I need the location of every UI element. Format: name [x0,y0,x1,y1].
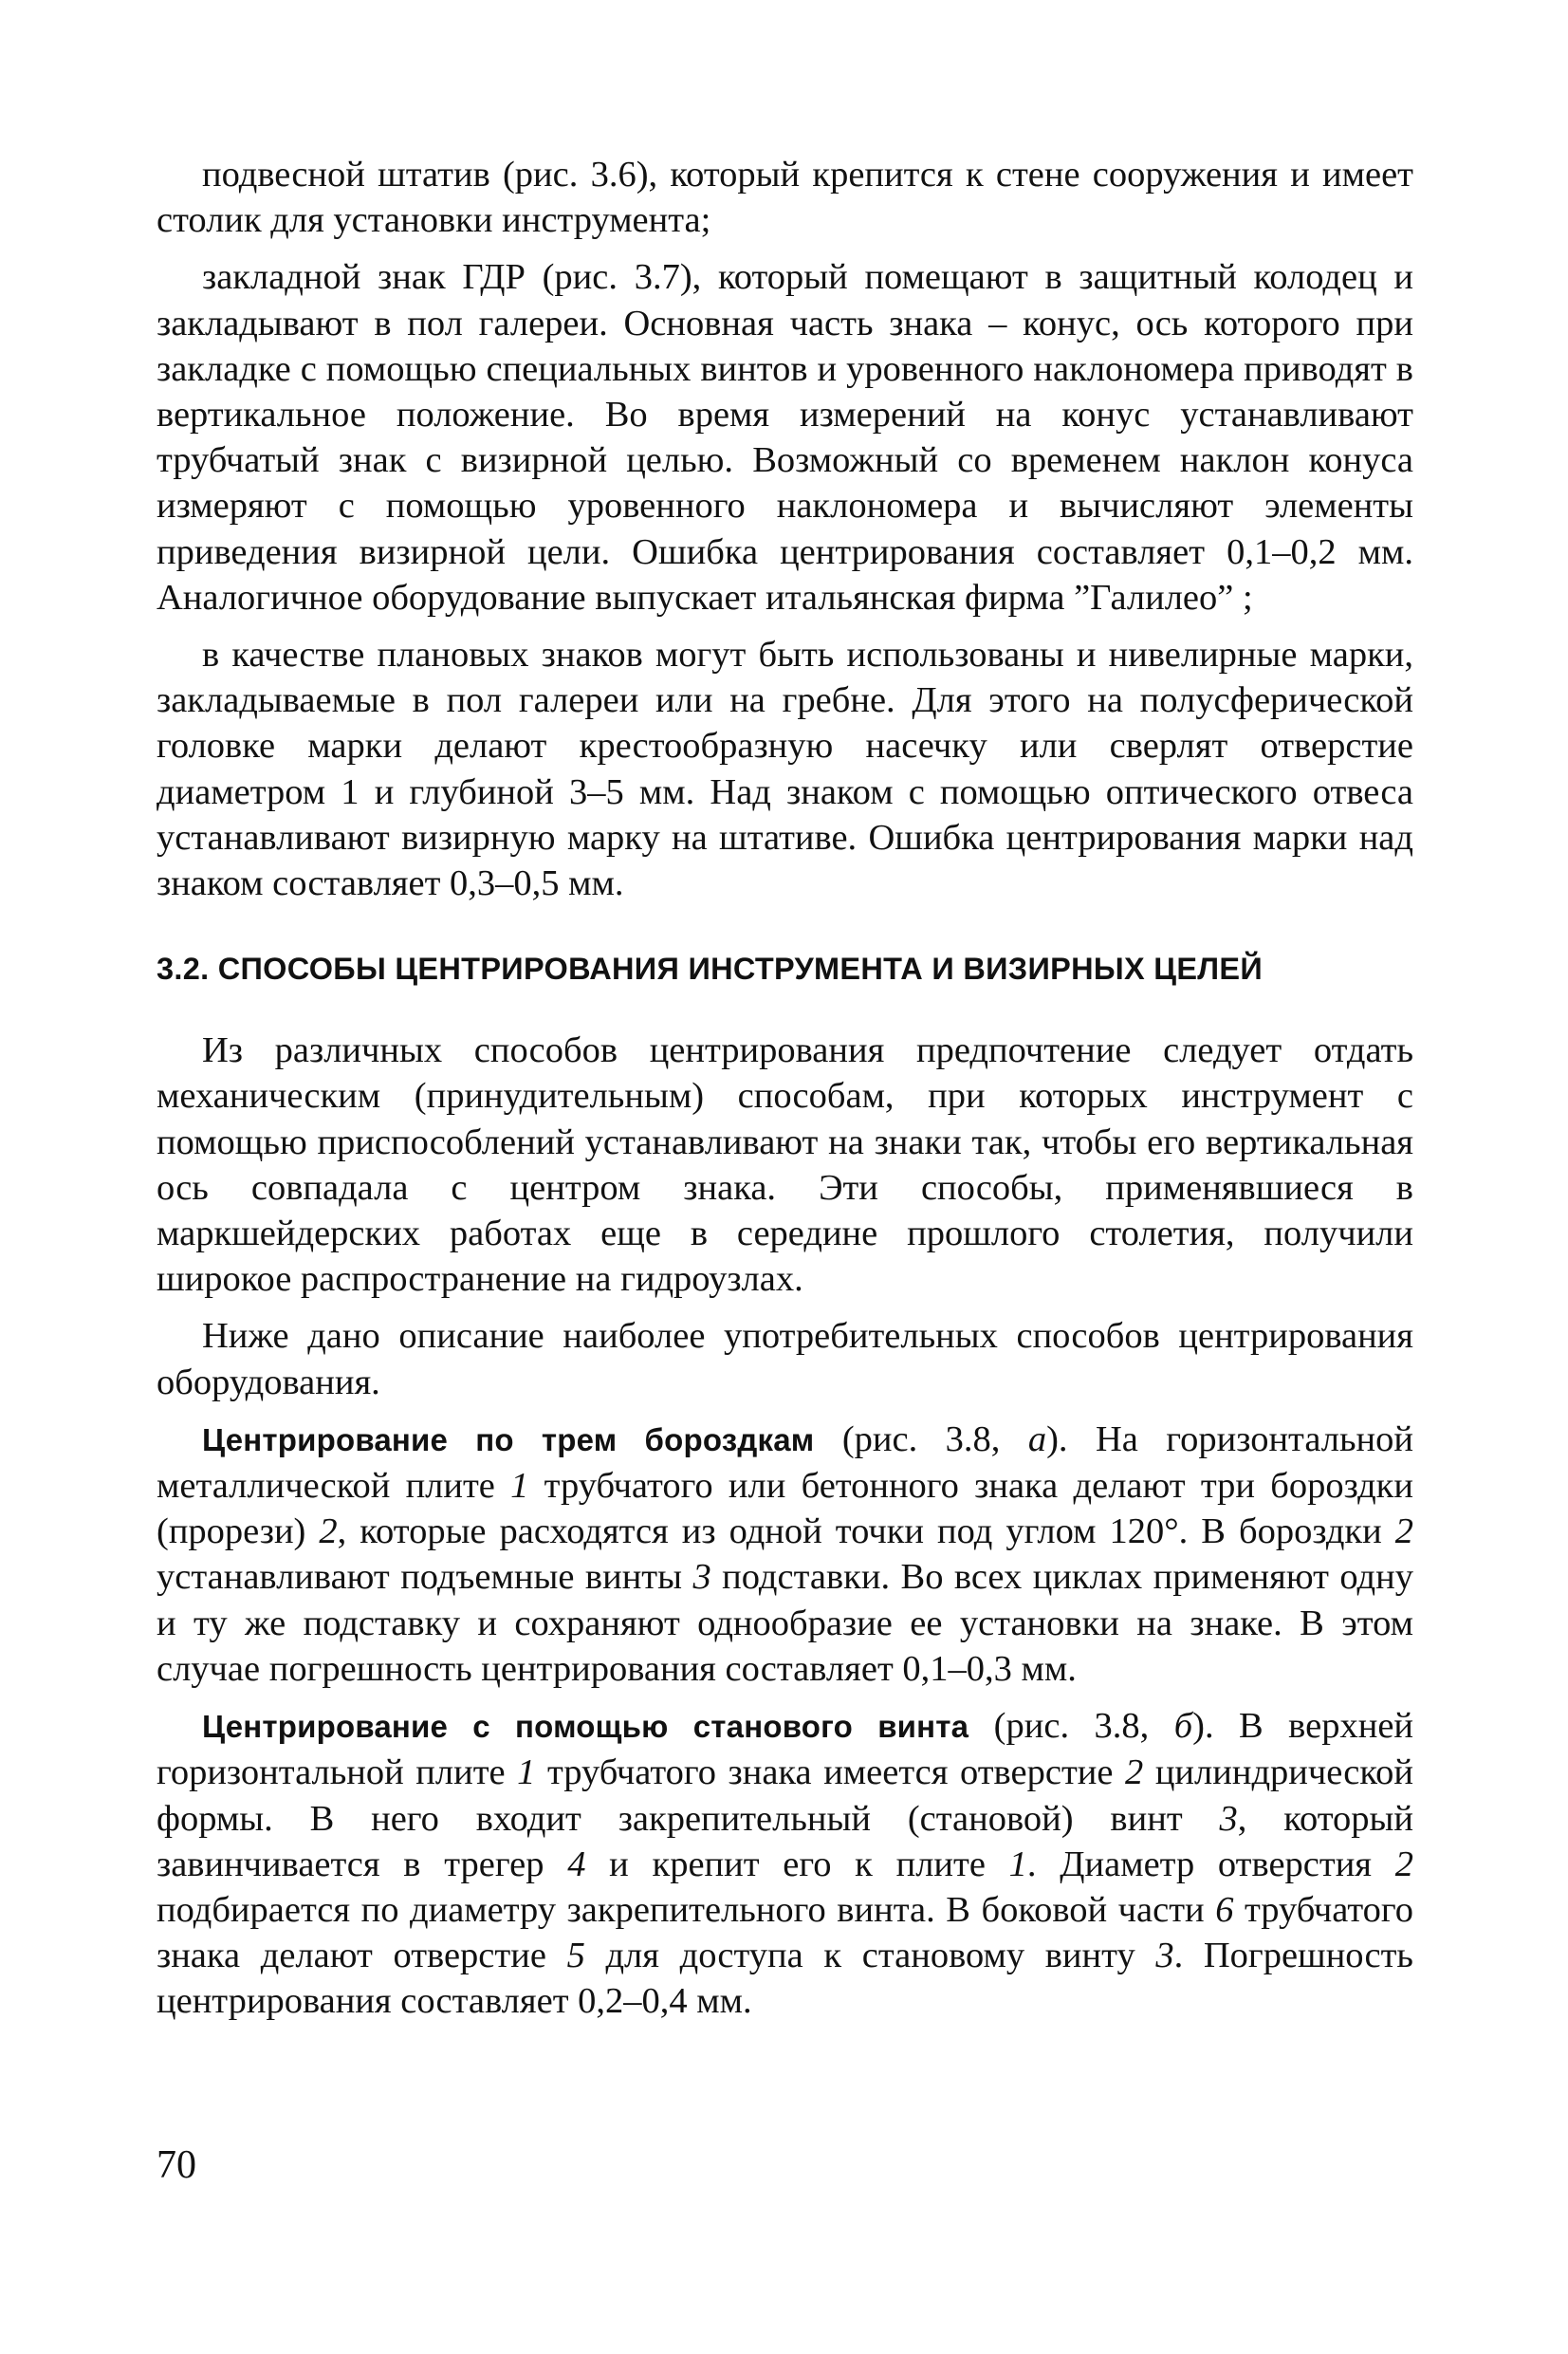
paragraph-stand-screw: Центрирование с помощью станового винта (рис. 3.8, б). В верхней горизонтальной плите 1 трубчатого знака имеется отверстие 2 цилиндрической формы. В него входит закрепительный (становой) винт 3, который завинчивается в трегер 4 и крепит его к плите 1. Диаметр отверстия 2 подбирается по диаметру закрепительного винта. В боковой части 6 трубчатого знака делают отверстие 5 для доступа к становому винту 3. Погрешность центрирования составляет 0,2–0,4 мм. [157,1706,1414,2022]
page-number: 70 [157,2143,196,2187]
paragraph-description-intro: Ниже дано описание наиболее употребительных способов центрирования оборудования. [157,1316,1413,1402]
paragraph-hanging-tripod: подвесной штатив (рис. 3.6), который крепится к стене сооружения и имеет столик для установки инструмента; [157,155,1413,241]
page-body [157,152,1413,2036]
run-in-heading: Центрирование с помощью станового винта [202,1709,969,1745]
paragraph-three-grooves: Центрирование по трем бороздкам (рис. 3.8, а). На горизонтальной металлической плите 1 трубчатого или бетонного знака делают три бороздки (прорези) 2, которые расходятся из одной точки под углом 120°. В бороздки 2 устанавливают подъемные винты 3 подставки. Во всех циклах применяют одну и ту же подставку и сохраняют однообразие ее установки на знаке. В этом случае погрешность центрирования составляет 0,1–0,3 мм. [157,1418,1413,1689]
paragraph-leveling-marks: в качестве плановых знаков могут быть использованы и нивелирные марки, закладываемые в пол галереи или на гребне. Для этого на полусферической головке марки делают крестообразную насечку или сверлят отверстие диаметром 1 и глубиной 3–5 мм. Над знаком с помощью оптического отвеса устанавливают визирную марку на штативе. Ошибка центрирования марки над знаком составляет 0,3–0,5 мм. [157,635,1413,904]
run-in-heading: Центрирование по трем бороздкам [202,1421,815,1457]
paragraph-gdr-mark: закладной знак ГДР (рис. 3.7), который помещают в защитный колодец и закладывают в пол галереи. Основная часть знака – конус, ось которого при закладке с помощью специальных винтов и уровенного наклономера приводят в вертикальное положение. Во время измерений на конус устанавливают трубчатый знак с визирной целью. Возможный со временем наклон конуса измеряют с помощью уровенного наклономера и вычисляют элементы приведения визирной цели. Ошибка центрирования составляет 0,1–0,2 мм. Аналогичное оборудование выпускает итальянская фирма ”Галилео” ; [157,257,1413,618]
paragraph-mechanical-methods: Из различных способов центрирования предпочтение следует отдать механическим (принудительным) способам, при которых инструмент с помощью приспособлений устанавливают на знаки так, чтобы его вертикальная ось совпадала с центром знака. Эти способы, применявшиеся в маркшейдерских работах еще в середине прошлого столетия, получили широкое распространение на гидроузлах. [157,1030,1413,1300]
section-title: 3.2. СПОСОБЫ ЦЕНТРИРОВАНИЯ ИНСТРУМЕНТА И ВИЗИРНЫХ ЦЕЛЕЙ [157,952,1264,987]
